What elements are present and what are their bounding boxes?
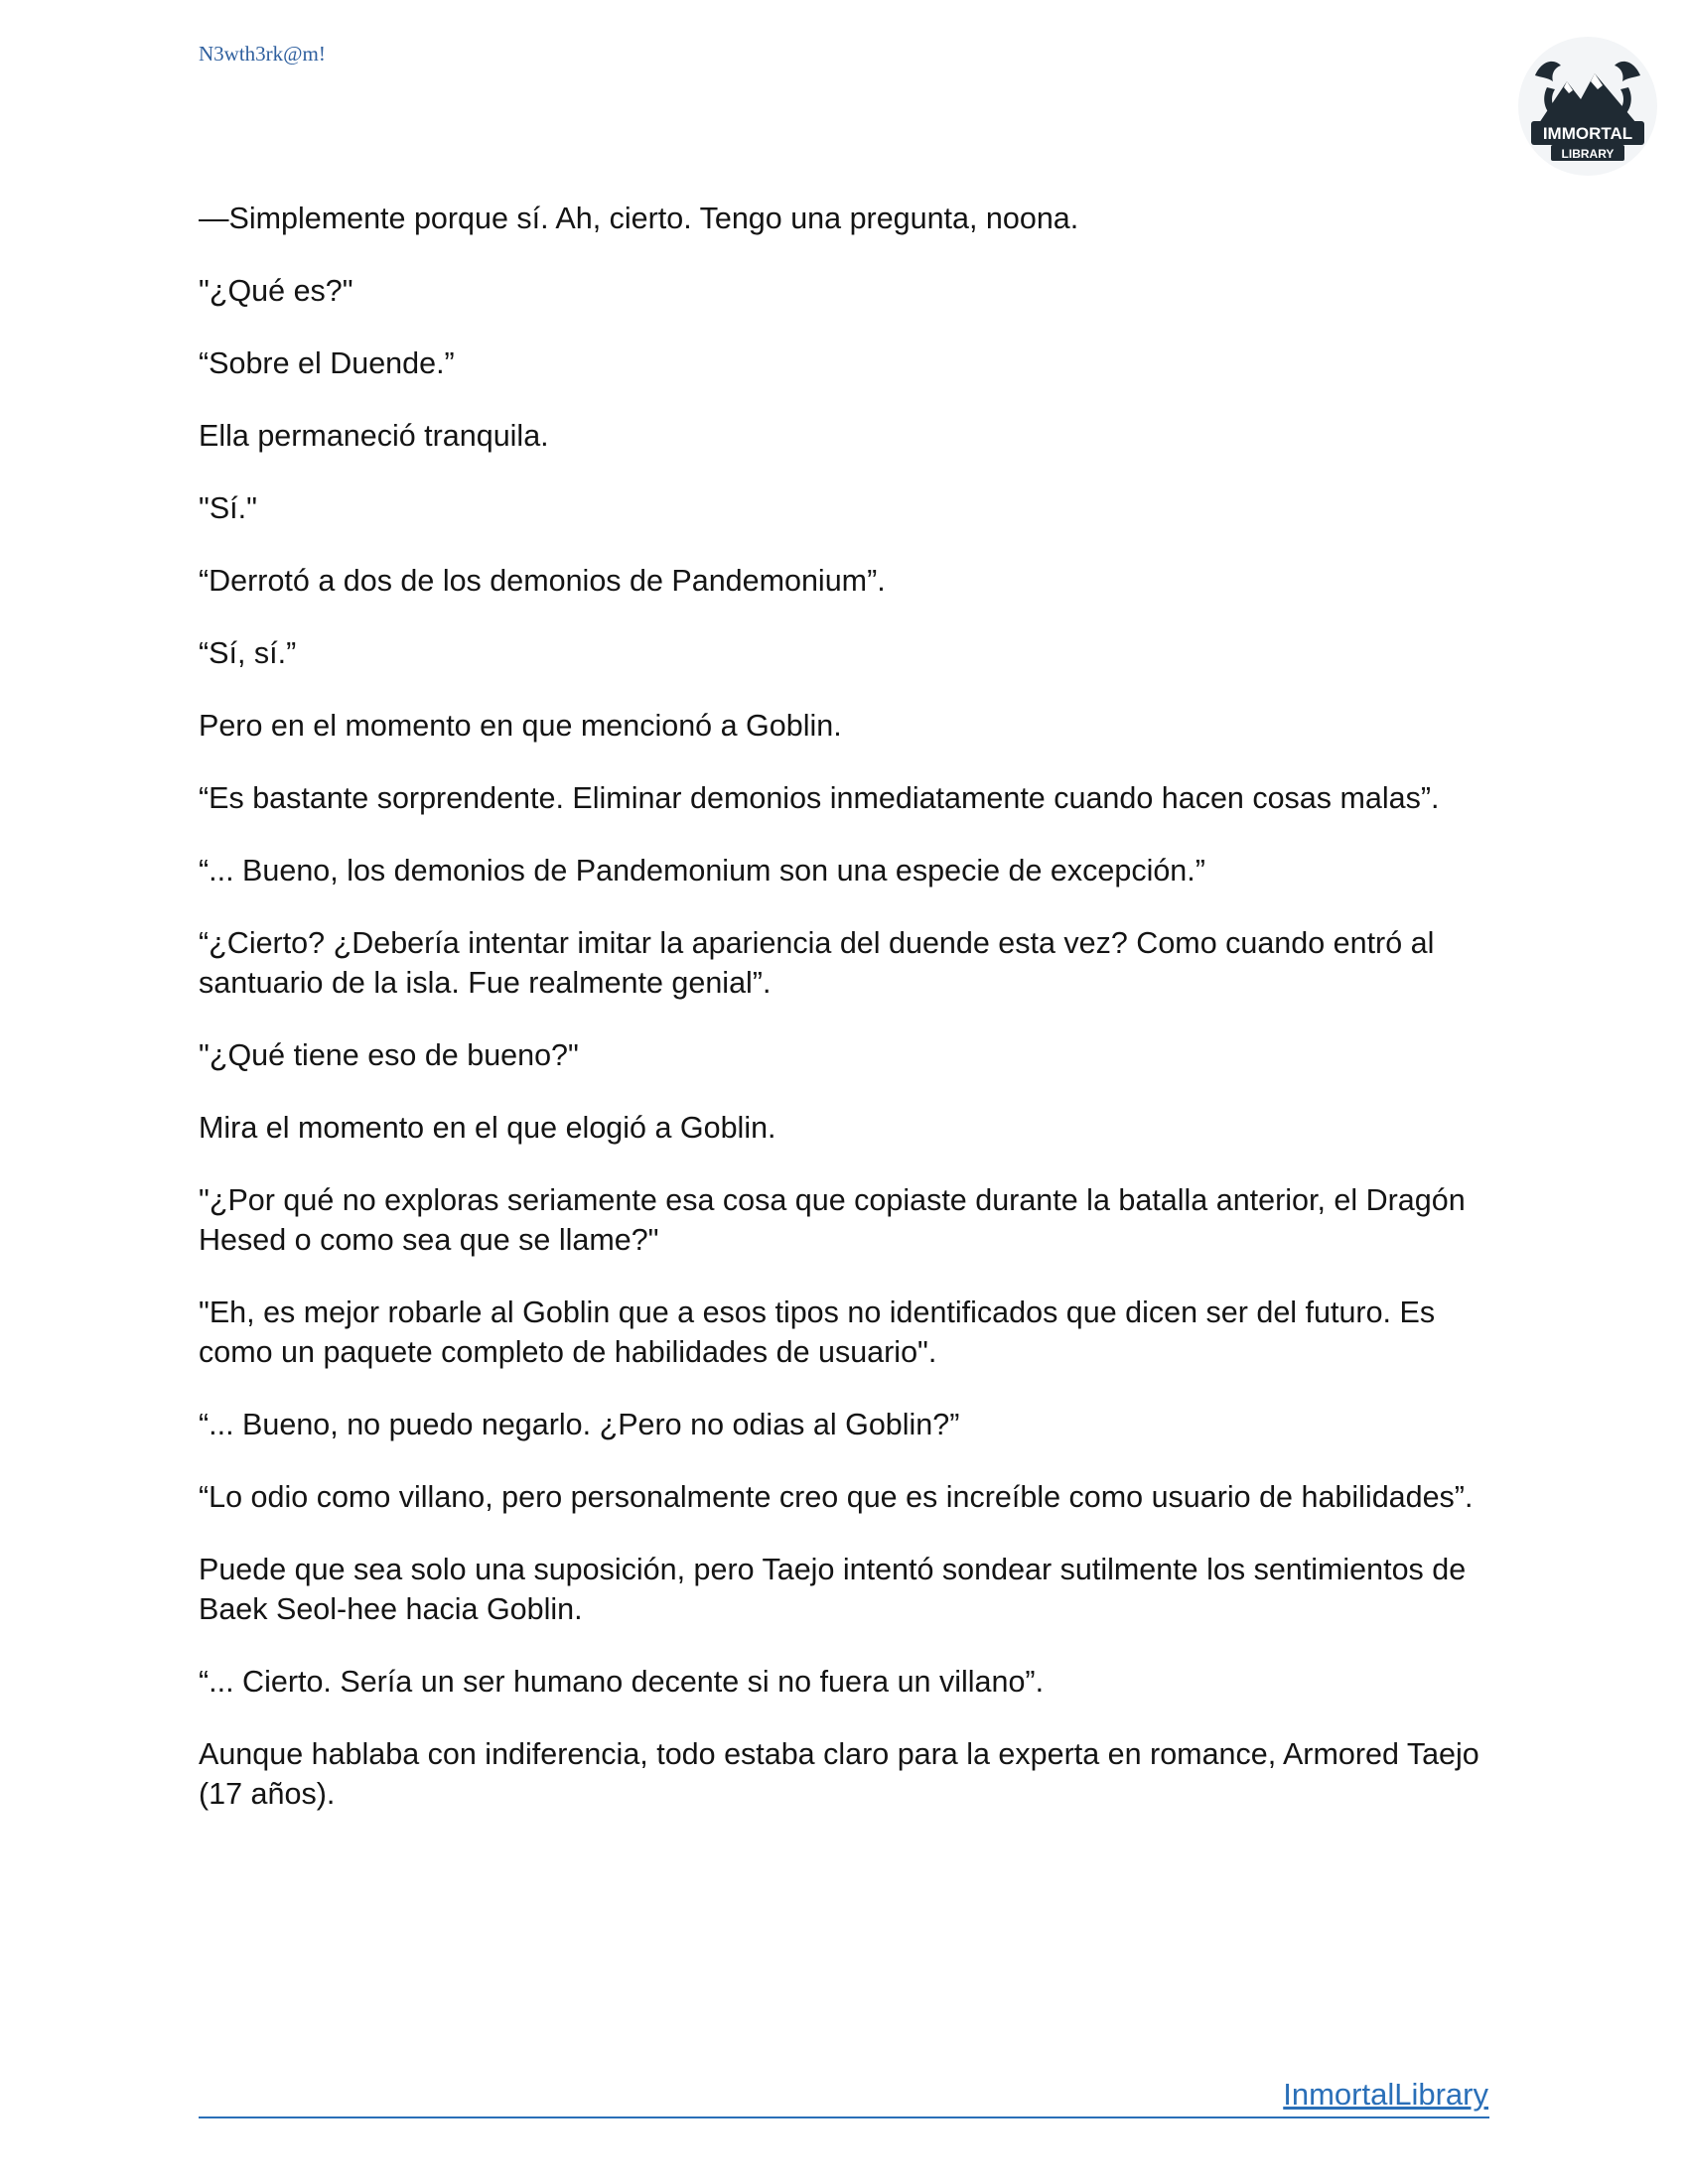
paragraph: “¿Cierto? ¿Debería intentar imitar la apariencia del duende esta vez? Como cuando entró al santuario de la isla. Fue realmente genial”. <box>199 926 1435 1000</box>
paragraph: "¿Por qué no exploras seriamente esa cosa que copiaste durante la batalla anterior, el Dragón Hesed o como sea que se llame?" <box>199 1183 1466 1257</box>
paragraph: "Eh, es mejor robarle al Goblin que a esos tipos no identificados que dicen ser del futuro. Es como un paquete completo de habilidades de usuario". <box>199 1296 1436 1369</box>
paragraph: Puede que sea solo una suposición, pero Taejo intentó sondear sutilmente los sentimientos de Baek Seol-hee hacia Goblin. <box>199 1553 1467 1626</box>
paragraph: “... Cierto. Sería un ser humano decente si no fuera un villano”. <box>199 1665 1045 1699</box>
paragraph: —Simplemente porque sí. Ah, cierto. Tengo una pregunta, noona. <box>199 202 1079 235</box>
paragraph: "Sí." <box>199 491 257 525</box>
paragraph: “... Bueno, los demonios de Pandemonium son una especie de excepción.” <box>199 854 1205 887</box>
paragraph: Pero en el momento en que mencionó a Goblin. <box>199 709 842 743</box>
paragraph: Aunque hablaba con indiferencia, todo estaba claro para la experta en romance, Armored Taejo (17 años). <box>199 1737 1479 1811</box>
paragraph: “Derrotó a dos de los demonios de Pandemonium”. <box>199 564 886 598</box>
document-body <box>199 199 1489 1846</box>
logo-line1: IMMORTAL <box>1542 124 1633 143</box>
paragraph: “Lo odio como villano, pero personalmente creo que es increíble como usuario de habilidades”. <box>199 1480 1474 1514</box>
paragraph: “Es bastante sorprendente. Eliminar demonios inmediatamente cuando hacen cosas malas”. <box>199 781 1440 815</box>
logo-line2: LIBRARY <box>1561 147 1615 161</box>
paragraph: “Sí, sí.” <box>199 636 297 670</box>
footer-divider <box>199 2116 1489 2118</box>
paragraph: "¿Qué tiene eso de bueno?" <box>199 1038 579 1072</box>
immortal-library-logo-icon <box>1517 36 1658 177</box>
paragraph: “Sobre el Duende.” <box>199 346 455 380</box>
paragraph: Mira el momento en el que elogió a Goblin. <box>199 1111 776 1145</box>
header-tag: N3wth3rk@m! <box>199 42 326 66</box>
paragraph: “... Bueno, no puedo negarlo. ¿Pero no odias al Goblin?” <box>199 1408 960 1441</box>
paragraph: "¿Qué es?" <box>199 274 353 308</box>
footer-library-link[interactable]: InmortalLibrary <box>1283 2077 1488 2112</box>
paragraph: Ella permaneció tranquila. <box>199 419 549 453</box>
